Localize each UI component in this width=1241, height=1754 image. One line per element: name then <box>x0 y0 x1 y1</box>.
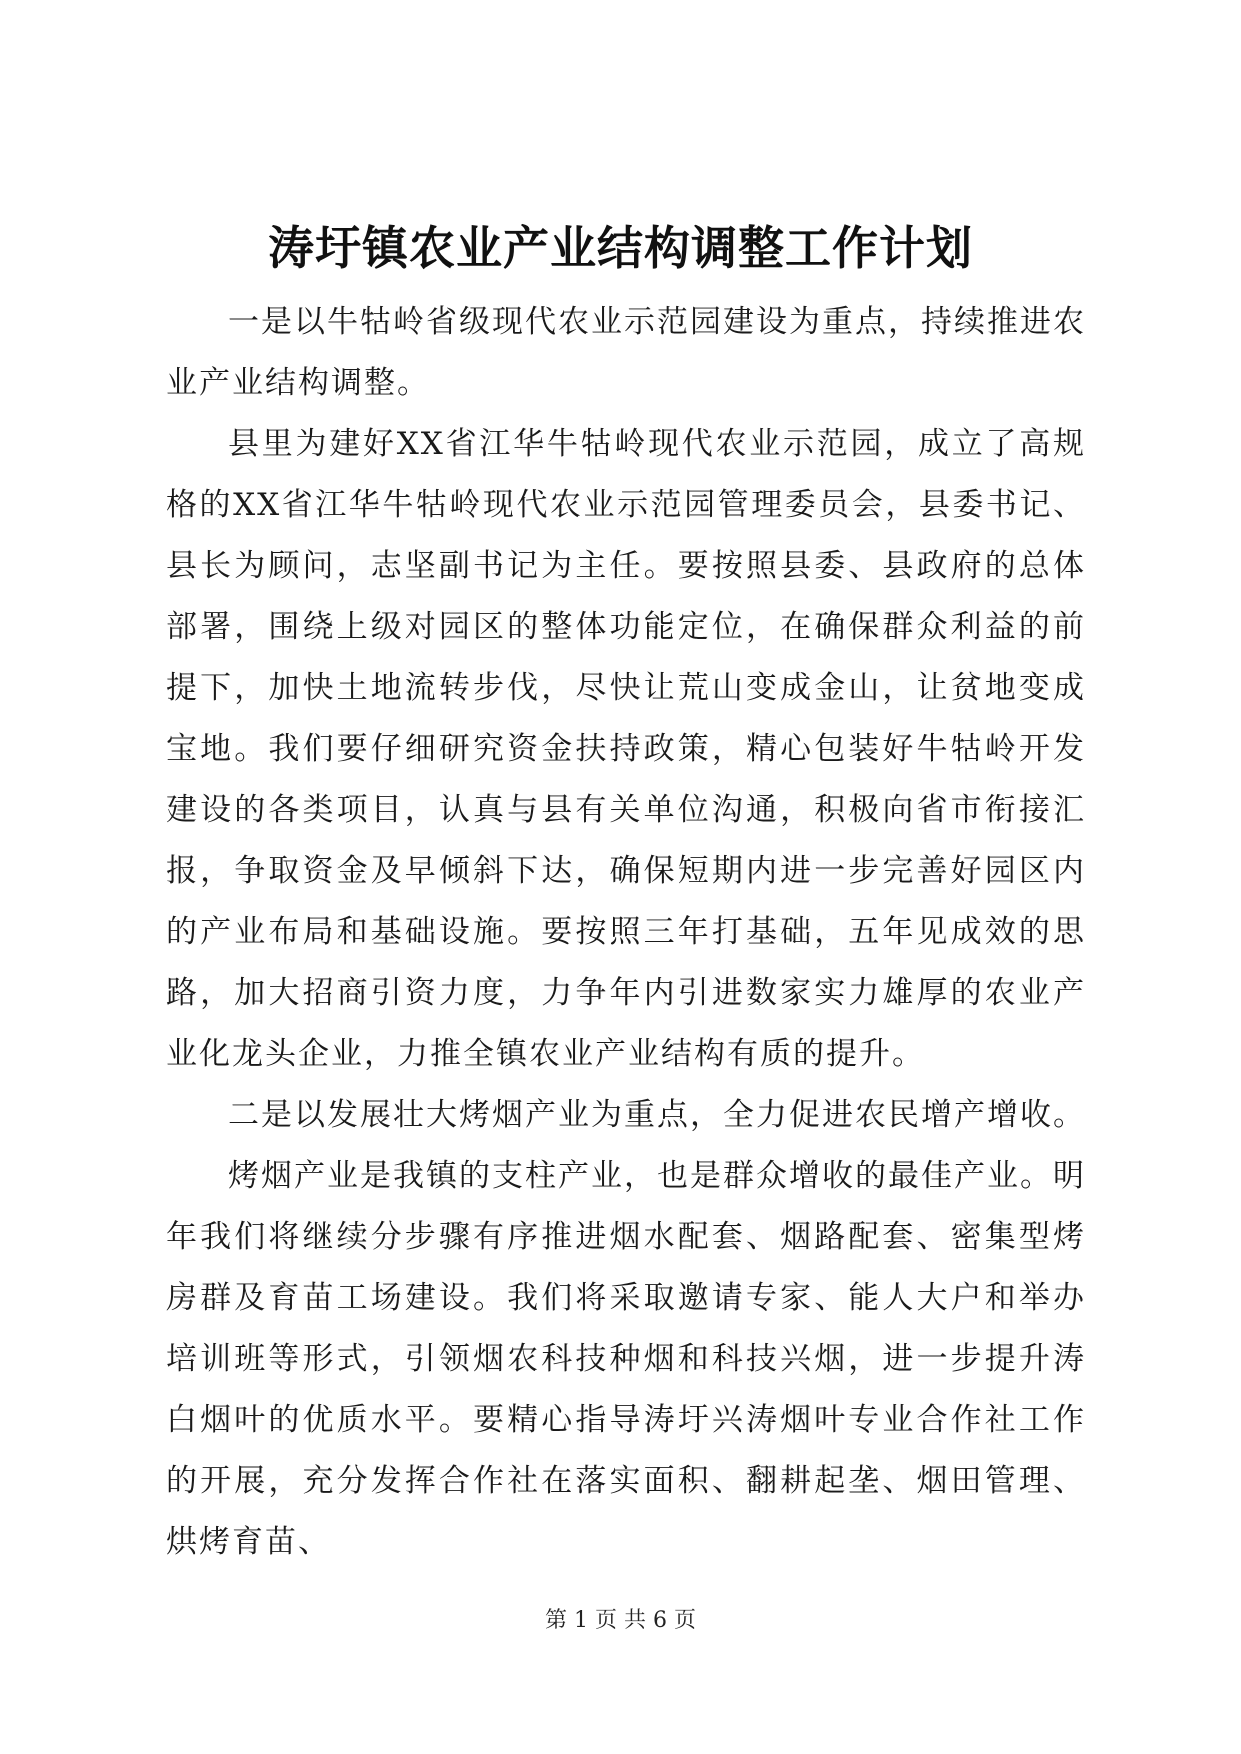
document-title: 涛圩镇农业产业结构调整工作计划 <box>268 221 973 275</box>
paragraph-3: 二是以发展壮大烤烟产业为重点，全力促进农民增产增收。 <box>228 1097 1086 1133</box>
paragraph-4: 烤烟产业是我镇的支柱产业，也是群众增收的最佳产业。明年我们将继续分步骤有序推进烟水配套、烟路配套、密集型烤房群及育苗工场建设。我们将采取邀请专家、能人大户和举办培训班等形式，引领烟农科技种烟和科技兴烟，进一步提升涛白烟叶的优质水平。要精心指导涛圩兴涛烟叶专业合作社工作的开展，充分发挥合作社在落实面积、翻耕起垄、烟田管理、烘烤育苗、 <box>166 1158 1086 1560</box>
page-footer: 第 1 页 共 6 页 <box>545 1608 696 1633</box>
document-body <box>166 292 1086 1573</box>
paragraph-2: 县里为建好XX省江华牛牯岭现代农业示范园，成立了高规格的XX省江华牛牯岭现代农业示范园管理委员会，县委书记、县长为顾问，志坚副书记为主任。要按照县委、县政府的总体部署，围绕上级对园区的整体功能定位，在确保群众利益的前提下，加快土地流转步伐，尽快让荒山变成金山，让贫地变成宝地。我们要仔细研究资金扶持政策，精心包装好牛牯岭开发建设的各类项目，认真与县有关单位沟通，积极向省市衔接汇报，争取资金及早倾斜下达，确保短期内进一步完善好园区内的产业布局和基础设施。要按照三年打基础，五年见成效的思路，加大招商引资力度，力争年内引进数家实力雄厚的农业产业化龙头企业，力推全镇农业产业结构有质的提升。 <box>166 426 1086 1072</box>
paragraph-1: 一是以牛牯岭省级现代农业示范园建设为重点，持续推进农业产业结构调整。 <box>166 304 1086 401</box>
